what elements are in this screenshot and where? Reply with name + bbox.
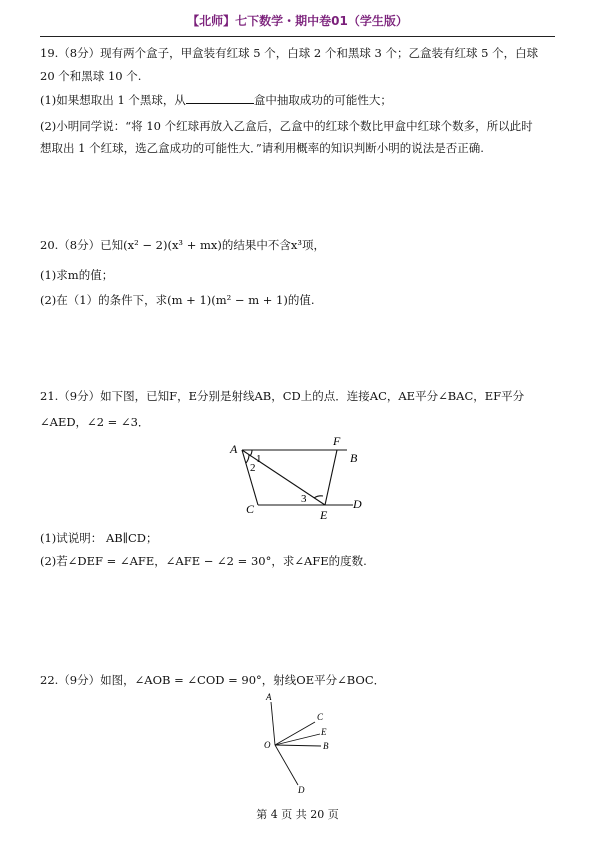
q21-stem-1: 如下图，已知F，E分别是射线AB，CD上的点．连接AC，AE平分∠BAC，EF平分 [100,389,525,403]
q20-sub1: (1)求m的值； [40,268,114,282]
q21-line1 [40,389,560,403]
point-label-a: A [230,442,238,456]
ray-oa [271,702,275,745]
point-label-b: B [323,741,329,751]
q20-stem: 已知(x² − 2)(x³ + mx)的结果中不含x³项， [100,238,325,252]
q20-number: 20. [40,238,59,252]
q20-sub2: (2)在（1）的条件下，求(m + 1)(m² − m + 1)的值. [40,293,315,307]
page-header-title: 【北师】七下数学・期中卷01（学生版） [187,14,408,28]
q19-score: （8分） [58,46,101,60]
angle-label-3: 3 [301,493,307,505]
ray-ob [275,745,321,746]
ray-od [275,745,298,785]
q21-score: （9分） [58,389,101,403]
q21-sub1: (1)试说明： AB∥CD； [40,531,158,545]
q21-number: 21. [40,389,59,403]
q20-score: （8分） [58,238,101,252]
point-label-o: O [264,740,271,750]
angle-label-2: 2 [250,462,256,474]
q21-figure [225,432,375,524]
q22-stem: 如图，∠AOB = ∠COD = 90°，射线OE平分∠BOC． [100,673,386,687]
q22-number: 22. [40,673,59,687]
point-label-e: E [320,508,328,522]
point-label-f: F [333,434,341,448]
point-label-a: A [266,692,272,702]
page-footer: 第 4 页 共 20 页 [256,808,339,821]
q22-line1 [40,673,560,687]
point-label-c: C [317,712,324,722]
q19-sub1 [40,93,560,107]
ray-oe [275,734,320,745]
q19-stem-2: 20 个和黑球 10 个. [40,69,142,83]
segment-ae [242,450,325,505]
angle-arc-1 [250,450,252,456]
q20-line1 [40,238,560,252]
segment-ef [325,450,337,505]
header-rule [40,36,555,37]
q19-sub1-text-a: (1)如果想取出 1 个黑球，从 [40,93,186,107]
q19-line1 [40,46,560,60]
point-label-c: C [246,502,255,516]
q22-figure [258,690,338,796]
q21-stem-2: ∠AED，∠2 = ∠3． [40,415,150,429]
point-label-e: E [321,727,327,737]
angle-label-1: 1 [256,453,262,465]
q19-number: 19. [40,46,59,60]
q19-stem-1: 现有两个盒子，甲盒装有红球 5 个，白球 2 个和黑球 3 个；乙盒装有红球 5 个，白球 [100,46,539,60]
q21-sub2: (2)若∠DEF = ∠AFE，∠AFE − ∠2 = 30°，求∠AFE的度数. [40,554,367,568]
angle-arc-2 [246,455,249,463]
angle-arc-3 [314,496,323,498]
q19-sub2-line2: 想取出 1 个红球，选乙盒成功的可能性大．”请利用概率的知识判断小明的说法是否正确. [40,141,484,155]
answer-blank[interactable] [186,93,254,104]
q22-score: （9分） [58,673,101,687]
point-label-b: B [350,451,358,465]
q19-sub2-line1: (2)小明同学说：“将 10 个红球再放入乙盒后，乙盒中的红球个数比甲盒中红球个数多，所以此时 [40,119,533,133]
point-label-d: D [298,785,305,795]
point-label-d: D [353,497,362,511]
ray-oc [275,722,315,745]
q19-sub1-text-b: 盒中抽取成功的可能性大； [253,93,392,107]
